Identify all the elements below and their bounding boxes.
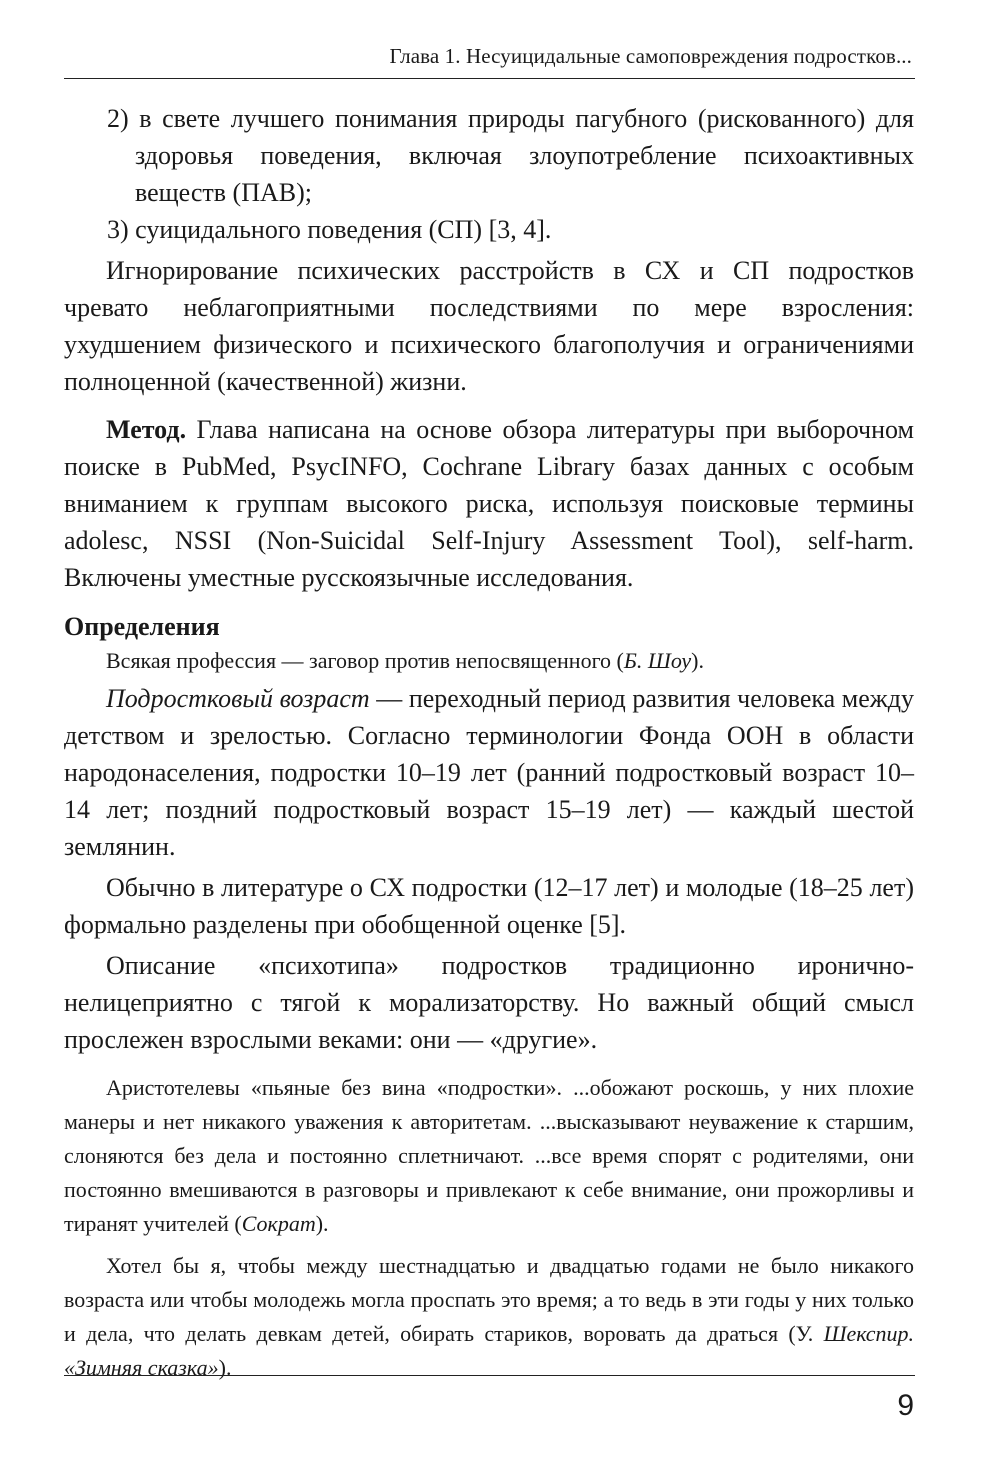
page-number: 9 xyxy=(897,1389,914,1422)
quote-shakespeare-text: Хотел бы я, чтобы между шестнадцатью и двадцатью годами не было никакого возраста или чтобы молодежь могла проспать это время; а то ведь в эти годы у них только и дела, что делать девкам детей, обирать стариков, воровать да драться (У. xyxy=(64,1253,914,1346)
page-body xyxy=(64,100,914,1385)
quote-shakespeare xyxy=(64,1249,914,1385)
epigraph xyxy=(64,646,914,676)
method-text: Глава написана на основе обзора литературы при выборочном поиске в PubMed, PsycINFO, Cochrane Library базах данных с особым вниманием к группам высокого риска, используя поисковые термины adolesc, NSSI (Non-Suicidal Self-Injury Assessment Tool), self-harm. Включены уместные русскоязычные исследования. xyxy=(64,415,914,592)
adolescence-text: — переходный период развития человека между детством и зрелостью. Согласно терминологии Фонда ООН в области народонаселения, подростки 10–19 лет (ранний подростковый возраст 10–14 лет; поздний подростковый возраст 15–19 лет) — каждый шестой землянин. xyxy=(64,684,914,861)
section-heading: Определения xyxy=(64,612,220,641)
method-label: Метод. xyxy=(106,415,187,444)
epigraph-end: ). xyxy=(691,648,704,673)
quote-shakespeare-end: ). xyxy=(218,1355,232,1380)
paragraph-adolescence xyxy=(64,680,914,865)
running-head: Глава 1. Несуицидальные самоповреждения подростков... xyxy=(389,44,912,68)
quote-aristotle-text: Аристотелевы «пьяные без вина «подростки». ...обожают роскошь, у них плохие манеры и нет никакого уважения к авторитетам. ...высказывают неуважение к старшим, слоняются без дела и постоянно сплетничают. ...все время спорят с родителями, они постоянно вмешиваются в разговоры и привлекают к себе внимание, они прожорливы и тиранят учителей ( xyxy=(64,1075,914,1236)
quote-aristotle-source: Сократ xyxy=(241,1211,316,1236)
epigraph-author: Б. Шоу xyxy=(623,648,692,673)
list-item-2: 2) в свете лучшего понимания природы пагубного (рискованного) для здоровья поведения, включая злоупотребление психоактивных веществ (ПАВ); xyxy=(107,104,914,207)
list-item-3: 3) суицидального поведения (СП) [3, 4]. xyxy=(107,215,552,244)
header-rule xyxy=(64,78,915,79)
paragraph-psychotype: Описание «психотипа» подростков традиционно иронично-нелицеприятно с тягой к морализаторству. Но важный общий смысл прослежен взрослыми веками: они — «другие». xyxy=(64,951,914,1054)
epigraph-text: Всякая профессия — заговор против непосвященного ( xyxy=(106,648,624,673)
quote-shakespeare-source: Шекспир. «Зимняя сказка» xyxy=(64,1321,914,1380)
quote-aristotle-end: ). xyxy=(315,1211,329,1236)
paragraph-literature: Обычно в литературе о СХ подростки (12–17 лет) и молодые (18–25 лет) формально разделены при обобщенной оценке [5]. xyxy=(64,873,914,939)
adolescence-term: Подростковый возраст xyxy=(106,684,370,713)
paragraph-ignoring: Игнорирование психических расстройств в СХ и СП подростков чревато неблагоприятными последствиями по мере взросления: ухудшением физического и психического благополучия и ограничениями полноценной (качественной) жизни. xyxy=(64,256,914,396)
footer-rule xyxy=(64,1375,915,1376)
quote-aristotle xyxy=(64,1071,914,1241)
paragraph-method xyxy=(64,411,914,596)
